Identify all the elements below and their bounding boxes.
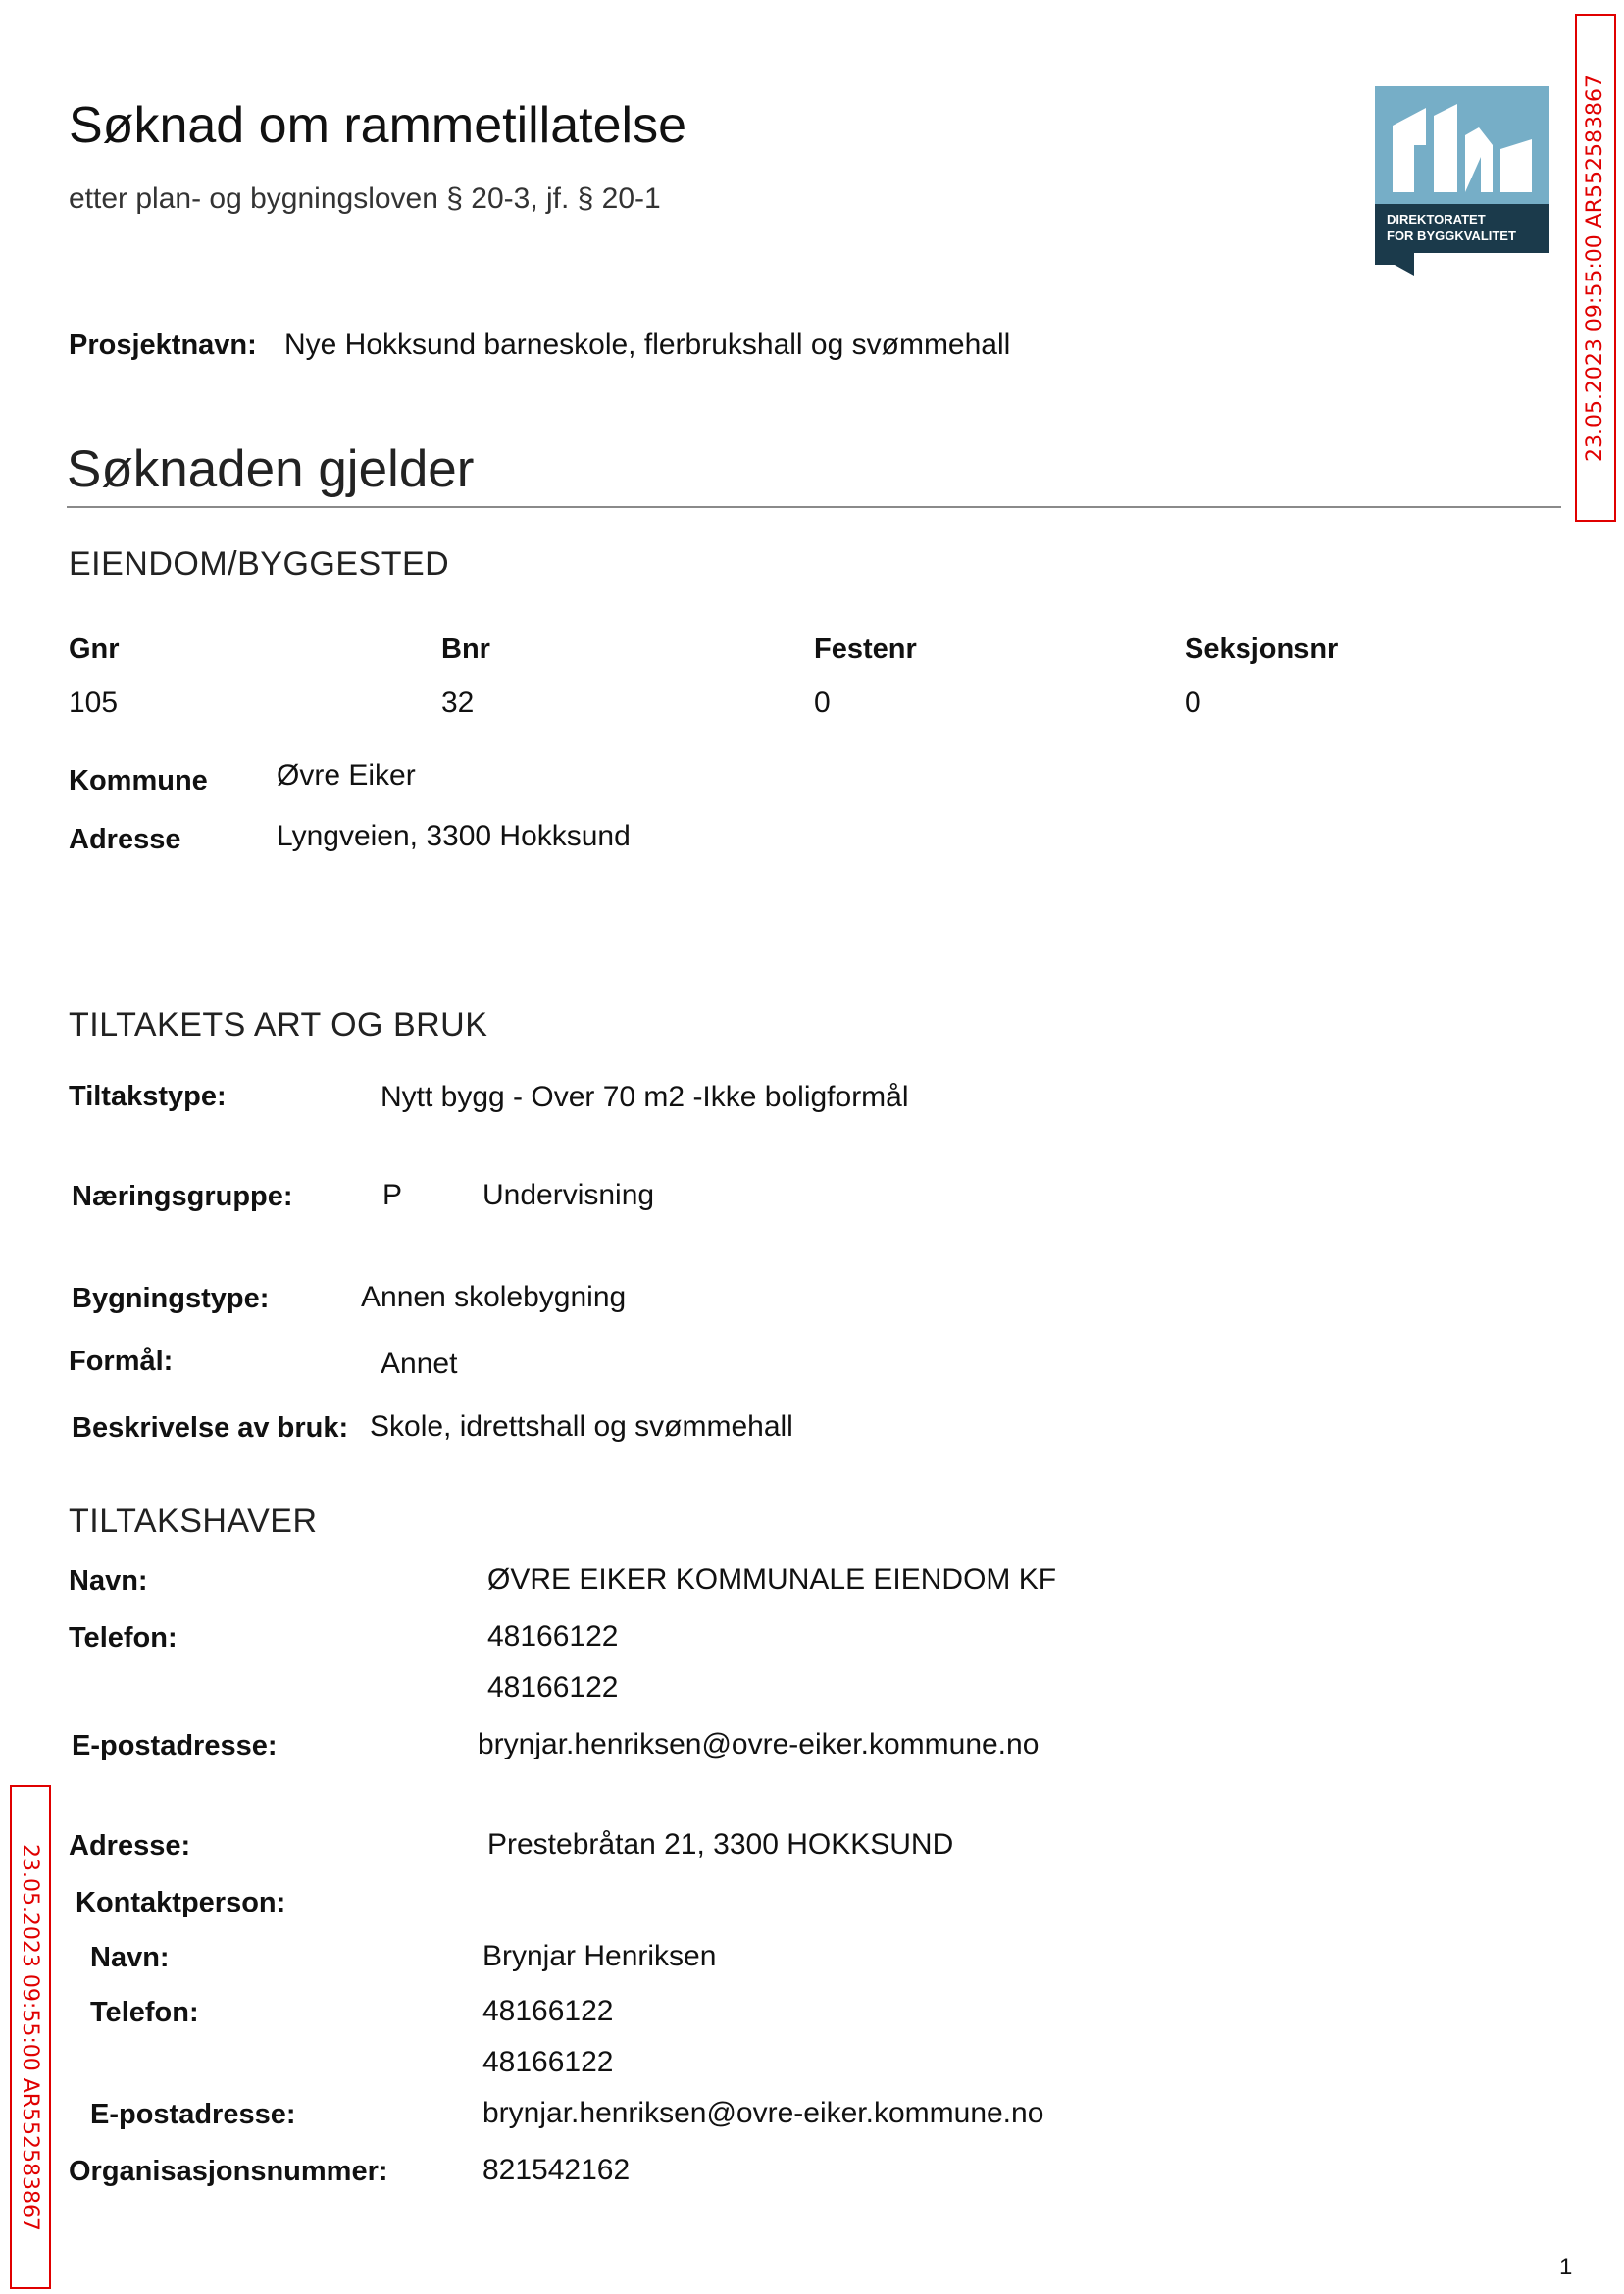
contact-email-label: E-postadresse: <box>90 2099 296 2130</box>
gnr-label: Gnr <box>69 634 120 665</box>
purpose-value: Annet <box>381 1348 458 1380</box>
logo-line1: DIREKTORATET <box>1387 212 1486 227</box>
address-value: Lyngveien, 3300 Hokksund <box>277 820 631 852</box>
org-number-label: Organisasjonsnummer: <box>69 2156 388 2187</box>
municipality-label: Kommune <box>69 765 208 796</box>
document-subtitle: etter plan- og bygningsloven § 20-3, jf. § 20-1 <box>69 182 661 215</box>
page-number: 1 <box>1559 2254 1573 2280</box>
seksjonsnr-value: 0 <box>1185 687 1201 719</box>
industry-value: Undervisning <box>482 1179 655 1211</box>
contact-phone2-value: 48166122 <box>482 2046 614 2078</box>
logo-line2: FOR BYGGKVALITET <box>1387 229 1516 243</box>
bnr-value: 32 <box>441 687 475 719</box>
industry-label: Næringsgruppe: <box>72 1181 293 1212</box>
contact-email-value: brynjar.henriksen@ovre-eiker.kommune.no <box>482 2097 1044 2129</box>
applicant-address-value: Prestebråtan 21, 3300 HOKKSUND <box>487 1828 954 1861</box>
industry-code: P <box>382 1179 403 1211</box>
org-number-value: 821542162 <box>482 2154 631 2186</box>
festenr-label: Festenr <box>814 634 917 665</box>
applicant-email-value: brynjar.henriksen@ovre-eiker.kommune.no <box>478 1728 1040 1760</box>
address-label: Adresse <box>69 824 181 855</box>
festenr-value: 0 <box>814 687 831 719</box>
use-label: Beskrivelse av bruk: <box>72 1412 349 1444</box>
measure-heading: TILTAKETS ART OG BRUK <box>69 1006 488 1044</box>
building-type-label: Bygningstype: <box>72 1283 270 1314</box>
dibk-logo <box>1375 86 1549 276</box>
use-value: Skole, idrettshall og svømmehall <box>370 1410 793 1443</box>
applicant-phone1-value: 48166122 <box>487 1620 619 1653</box>
document-title: Søknad om rammetillatelse <box>69 97 686 154</box>
applicant-name-label: Navn: <box>69 1565 148 1597</box>
contact-name-value: Brynjar Henriksen <box>482 1940 717 1972</box>
contact-phone1-value: 48166122 <box>482 1995 614 2027</box>
received-stamp-bottom <box>10 1785 51 2289</box>
applicant-name-value: ØVRE EIKER KOMMUNALE EIENDOM KF <box>487 1563 1057 1596</box>
municipality-value: Øvre Eiker <box>277 759 416 791</box>
building-type-value: Annen skolebygning <box>361 1281 627 1313</box>
applicant-phone2-value: 48166122 <box>487 1671 619 1704</box>
measure-type-label: Tiltakstype: <box>69 1081 227 1112</box>
purpose-label: Formål: <box>69 1346 174 1377</box>
contact-phone-label: Telefon: <box>90 1997 199 2028</box>
applicant-phone-label: Telefon: <box>69 1622 178 1654</box>
applicant-email-label: E-postadresse: <box>72 1730 278 1761</box>
gnr-value: 105 <box>69 687 119 719</box>
stamp-text-top: 23.05.2023 09:55:00 AR552583867 <box>1583 74 1608 462</box>
seksjonsnr-label: Seksjonsnr <box>1185 634 1339 665</box>
dibk-logo-icon <box>1375 86 1549 276</box>
property-heading: EIENDOM/BYGGESTED <box>69 545 450 583</box>
contact-name-label: Navn: <box>90 1942 170 1973</box>
stamp-text-bottom: 23.05.2023 09:55:00 AR552583867 <box>18 1843 43 2231</box>
section-title: Søknaden gjelder <box>67 440 475 498</box>
measure-type-value: Nytt bygg - Over 70 m2 -Ikke boligformål <box>381 1081 909 1113</box>
applicant-address-label: Adresse: <box>69 1830 191 1861</box>
applicant-heading: TILTAKSHAVER <box>69 1503 318 1540</box>
section-divider <box>67 506 1561 508</box>
project-value: Nye Hokksund barneskole, flerbrukshall og svømmehall <box>284 329 1011 361</box>
bnr-label: Bnr <box>441 634 490 665</box>
received-stamp-top <box>1575 14 1616 522</box>
project-label: Prosjektnavn: <box>69 330 257 361</box>
contact-person-label: Kontaktperson: <box>76 1887 286 1918</box>
